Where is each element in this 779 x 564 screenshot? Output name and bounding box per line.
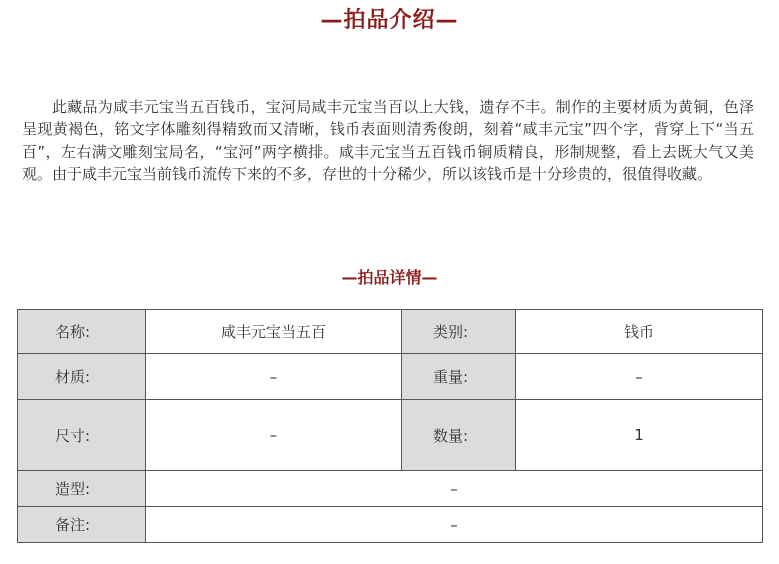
intro-paragraph: 此藏品为咸丰元宝当五百钱币，宝河局咸丰元宝当百以上大钱，遗存不丰。制作的主要材质为黄铜，色泽呈现黄褐色，铭文字体雕刻得精致而又清晰，钱币表面则清秀俊朗，刻着“咸丰元宝”四个字，背穿上下“当五百”，左右满文雕刻宝局名，“宝河”两字横排。咸丰元宝当五百钱币铜质精良，形制规整，看上去既大气又美观。由于咸丰元宝当前钱币流传下来的不多，存世的十分稀少，所以该钱币是十分珍贵的，很值得收藏。	[22, 98, 754, 183]
weight-label: 重量:	[402, 354, 516, 400]
table-row-remarks	[18, 507, 763, 543]
table-row-name	[18, 310, 763, 354]
quantity-value: 1	[516, 400, 763, 471]
size-value: –	[146, 400, 402, 471]
weight-value: –	[516, 354, 763, 400]
details-table	[17, 309, 763, 543]
category-label: 类别:	[402, 310, 516, 354]
quantity-label: 数量:	[402, 400, 516, 471]
remarks-value: –	[146, 507, 763, 543]
name-label: 名称:	[18, 310, 146, 354]
size-label: 尺寸:	[18, 400, 146, 471]
name-value: 咸丰元宝当五百	[146, 310, 402, 354]
intro-title: —拍品介绍—	[320, 8, 459, 33]
material-label: 材质:	[18, 354, 146, 400]
shape-label: 造型:	[18, 471, 146, 507]
details-title: —拍品详情—	[341, 268, 438, 287]
remarks-label: 备注:	[18, 507, 146, 543]
table-row-size	[18, 400, 763, 471]
table-row-material	[18, 354, 763, 400]
category-value: 钱币	[516, 310, 763, 354]
material-value: –	[146, 354, 402, 400]
table-row-shape	[18, 471, 763, 507]
shape-value: –	[146, 471, 763, 507]
